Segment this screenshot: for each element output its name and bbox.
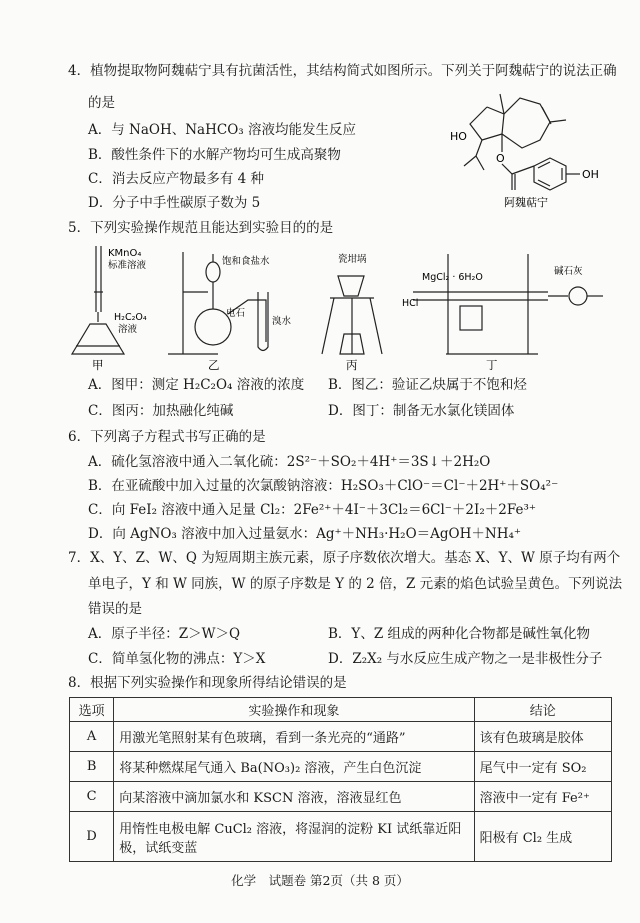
- header-procedure: 实验操作和现象: [114, 698, 474, 722]
- label-soda-lime: 碱石灰: [554, 266, 583, 277]
- label-bromine-water: 溴水: [272, 316, 292, 327]
- q4-structure-diagram: [440, 82, 620, 212]
- table-row: [70, 722, 612, 752]
- label-crucible: 瓷坩埚: [338, 254, 367, 265]
- q4-option-c: C．消去反应产物最多有 4 种: [88, 171, 265, 187]
- q5-option-a: A．图甲：测定 H₂C₂O₄ 溶液的浓度: [88, 377, 305, 393]
- label-hcl: HCl: [402, 298, 419, 309]
- struct-label-o: O: [496, 152, 505, 165]
- q6-option-b: B．在亚硫酸中加入过量的次氯酸钠溶液：H₂SO₃＋ClO⁻＝Cl⁻＋2H⁺＋SO₄²⁻: [88, 478, 559, 494]
- row-procedure: 用激光笔照射某有色玻璃，看到一条光亮的“通路”: [114, 722, 474, 752]
- header-conclusion: 结论: [474, 698, 611, 722]
- row-option: D: [70, 812, 114, 862]
- label-kmno4-std: 标准溶液: [108, 260, 147, 271]
- page-footer: 化学 试题卷 第2页（共 8 页）: [231, 873, 409, 888]
- q8-table: [69, 697, 612, 862]
- q7-option-b: B．Y、Z 组成的两种化合物都是碱性氧化物: [328, 626, 591, 642]
- table-row: [70, 752, 612, 782]
- q5-option-d: D．图丁：制备无水氯化镁固体: [328, 403, 515, 419]
- label-h2c2o4: H₂C₂O₄: [114, 312, 147, 323]
- q7-option-d: D．Z₂X₂ 与水反应生成产物之一是非极性分子: [328, 651, 603, 667]
- q5-apparatus-figures: [68, 242, 618, 372]
- q4-stem-line2: 的是: [88, 95, 115, 111]
- row-conclusion: 尾气中一定有 SO₂: [474, 752, 611, 782]
- q7-option-a: A．原子半径：Z＞W＞Q: [88, 626, 241, 642]
- table-row: [70, 812, 612, 862]
- struct-label-oh: OH: [582, 168, 599, 181]
- q4-option-b: B．酸性条件下的水解产物均可生成高聚物: [88, 147, 341, 163]
- table-row: [70, 782, 612, 812]
- row-option: A: [70, 722, 114, 752]
- label-nacl: 饱和食盐水: [222, 256, 270, 267]
- q7-option-c: C．简单氢化物的沸点：Y＞X: [88, 651, 266, 667]
- q4-stem-line1: 4．植物提取物阿魏萜宁具有抗菌活性，其结构简式如图所示。下列关于阿魏萜宁的说法正确: [68, 63, 617, 79]
- q5-stem: 5．下列实验操作规范且能达到实验目的的是: [68, 220, 334, 236]
- struct-label-ho: HO: [450, 130, 467, 143]
- row-procedure-line1: 用惰性电极电解 CuCl₂ 溶液，将湿润的淀粉 KI 试纸靠近阳: [119, 821, 462, 837]
- label-calcium-carbide: 电石: [226, 308, 246, 319]
- q4-option-d: D．分子中手性碳原子数为 5: [88, 195, 261, 211]
- row-option: B: [70, 752, 114, 782]
- row-conclusion: 阳极有 Cl₂ 生成: [474, 812, 611, 862]
- table-header-row: [70, 698, 612, 722]
- row-procedure: [114, 812, 474, 862]
- q7-stem-line3: 错误的是: [88, 601, 142, 617]
- label-h2c2o4-sol: 溶液: [118, 324, 138, 335]
- q7-stem-line2: 单电子，Y 和 W 同族，W 的原子序数是 Y 的 2 倍，Z 元素的焰色试验呈黄色。下列说法: [88, 576, 623, 592]
- caption-ding: 丁: [486, 358, 498, 372]
- q6-option-a: A．硫化氢溶液中通入二氧化硫：2S²⁻＋SO₂＋4H⁺＝3S↓＋2H₂O: [88, 454, 491, 470]
- header-option: 选项: [70, 698, 114, 722]
- label-kmno4: KMnO₄: [108, 248, 142, 259]
- q5-option-b: B．图乙：验证乙炔属于不饱和烃: [328, 377, 527, 393]
- row-conclusion: 该有色玻璃是胶体: [474, 722, 611, 752]
- caption-bing: 丙: [346, 358, 358, 372]
- q4-option-a: A．与 NaOH、NaHCO₃ 溶液均能发生反应: [88, 122, 356, 138]
- q7-stem-line1: 7．X、Y、Z、W、Q 为短周期主族元素，原子序数依次增大。基态 X、Y、W 原子均有两个: [68, 550, 621, 566]
- label-mgcl2: MgCl₂ · 6H₂O: [422, 272, 483, 283]
- row-conclusion: 溶液中一定有 Fe²⁺: [474, 782, 611, 812]
- row-procedure-line2: 极，试纸变蓝: [119, 840, 198, 856]
- row-procedure: 将某种燃煤尾气通入 Ba(NO₃)₂ 溶液，产生白色沉淀: [114, 752, 474, 782]
- q8-stem: 8．根据下列实验操作和现象所得结论错误的是: [68, 675, 347, 691]
- struct-name: 阿魏萜宁: [504, 196, 548, 209]
- q5-option-c: C．图丙：加热融化纯碱: [88, 403, 234, 419]
- q6-option-d: D．向 AgNO₃ 溶液中加入过量氨水：Ag⁺＋NH₃·H₂O＝AgOH＋NH₄⁺: [88, 526, 522, 542]
- caption-yi: 乙: [208, 358, 220, 372]
- row-option: C: [70, 782, 114, 812]
- caption-jia: 甲: [92, 358, 104, 372]
- q6-option-c: C．向 FeI₂ 溶液中通入足量 Cl₂：2Fe²⁺＋4I⁻＋3Cl₂＝6Cl⁻＋2I₂＋2Fe³⁺: [88, 502, 537, 518]
- row-procedure: 向某溶液中滴加氯水和 KSCN 溶液，溶液显红色: [114, 782, 474, 812]
- q6-stem: 6．下列离子方程式书写正确的是: [68, 429, 266, 445]
